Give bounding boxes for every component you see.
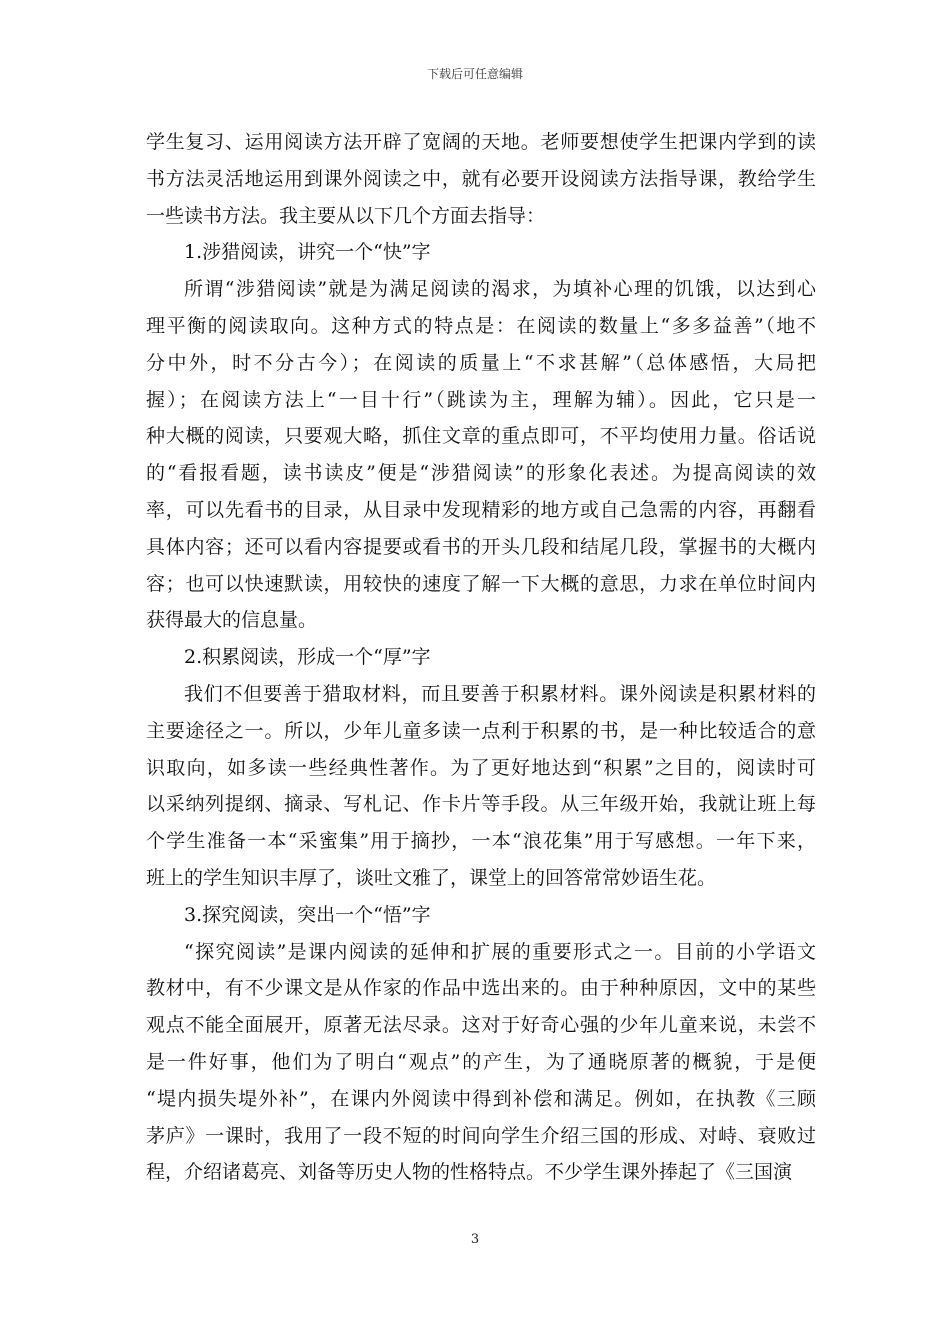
text-line: 主要途径之一。所以，少年儿童多读一点利于积累的书，是一种比较适合的意 xyxy=(146,719,816,742)
text-line: 班上的学生知识丰厚了，谈吐文雅了，课堂上的回答常常妙语生花。 xyxy=(146,866,717,889)
heading-text: 3.探究阅读，突出一个“悟”字 xyxy=(184,903,431,926)
text-line: 所谓“涉猎阅读”就是为满足阅读的渴求，为填补心理的饥饿，以达到心 xyxy=(184,278,816,301)
heading-text: 2.积累阅读，形成一个“厚”字 xyxy=(184,646,431,669)
text-line: “堤内损失堤外补”，在课内外阅读中得到补偿和满足。例如，在执教《三顾 xyxy=(146,1087,816,1110)
page-header: 下载后可任意编辑 xyxy=(426,67,523,81)
section-heading xyxy=(146,234,816,271)
text-line: 茅庐》一课时，我用了一段不短的时间向学生介绍三国的形成、对峙、衰败过 xyxy=(146,1124,816,1147)
text-line: 以采纳列提纲、摘录、写札记、作卡片等手段。从三年级开始，我就让班上每 xyxy=(146,793,816,816)
body-paragraph xyxy=(146,271,816,639)
section-heading xyxy=(146,639,816,676)
text-line: 一些读书方法。我主要从以下几个方面去指导： xyxy=(146,204,546,227)
text-line: 学生复习、运用阅读方法开辟了宽阔的天地。老师要想使学生把课内学到的读 xyxy=(146,131,816,153)
text-line: 识取向，如多读一些经典性著作。为了更好地达到“积累”之目的，阅读时可 xyxy=(146,756,816,779)
text-line: 观点不能全面展开，原著无法尽录。这对于好奇心强的少年儿童来说，未尝不 xyxy=(146,1014,816,1037)
text-line: 具体内容；还可以看内容提要或看书的开头几段和结尾几段，掌握书的大概内 xyxy=(146,535,816,558)
text-line: 分中外，时不分古今）；在阅读的质量上“不求甚解”（总体感悟，大局把 xyxy=(146,351,816,374)
page-number: 3 xyxy=(470,1232,480,1247)
text-line: “探究阅读”是课内阅读的延伸和扩展的重要形式之一。目前的小学语文 xyxy=(184,940,816,963)
text-line: 的“看报看题，读书读皮”便是“涉猎阅读”的形象化表述。为提高阅读的效 xyxy=(146,462,816,485)
text-line: 教材中，有不少课文是从作家的作品中选出来的。由于种种原因，文中的某些 xyxy=(146,977,816,1000)
document-body xyxy=(146,124,816,1191)
body-paragraph xyxy=(146,934,816,1192)
text-line: 握）；在阅读方法上“一目十行”（跳读为主，理解为辅）。因此，它只是一 xyxy=(146,388,816,411)
text-line: 获得最大的信息量。 xyxy=(146,609,318,632)
text-line: 个学生准备一本“采蜜集”用于摘抄，一本“浪花集”用于写感想。一年下来， xyxy=(146,830,816,853)
text-line: 率，可以先看书的目录，从目录中发现精彩的地方或自己急需的内容，再翻看 xyxy=(146,498,816,521)
text-line: 书方法灵活地运用到课外阅读之中，就有必要开设阅读方法指导课，教给学生 xyxy=(146,167,816,190)
body-paragraph xyxy=(146,676,816,897)
text-line: 种大概的阅读，只要观大略，抓住文章的重点即可，不平均使用力量。俗话说 xyxy=(146,425,816,448)
text-line: 容；也可以快速默读，用较快的速度了解一下大概的意思，力求在单位时间内 xyxy=(146,572,816,595)
text-line: 程，介绍诸葛亮、刘备等历史人物的性格特点。不少学生课外捧起了《三国演 xyxy=(146,1161,793,1184)
body-paragraph xyxy=(146,124,816,234)
text-line: 我们不但要善于猎取材料，而且要善于积累材料。课外阅读是积累材料的 xyxy=(184,682,816,705)
section-heading xyxy=(146,897,816,934)
text-line: 是一件好事，他们为了明白“观点”的产生，为了通晓原著的概貌，于是便 xyxy=(146,1050,816,1073)
heading-text: 1.涉猎阅读，讲究一个“快”字 xyxy=(184,241,431,264)
text-line: 理平衡的阅读取向。这种方式的特点是：在阅读的数量上“多多益善”（地不 xyxy=(146,314,816,337)
